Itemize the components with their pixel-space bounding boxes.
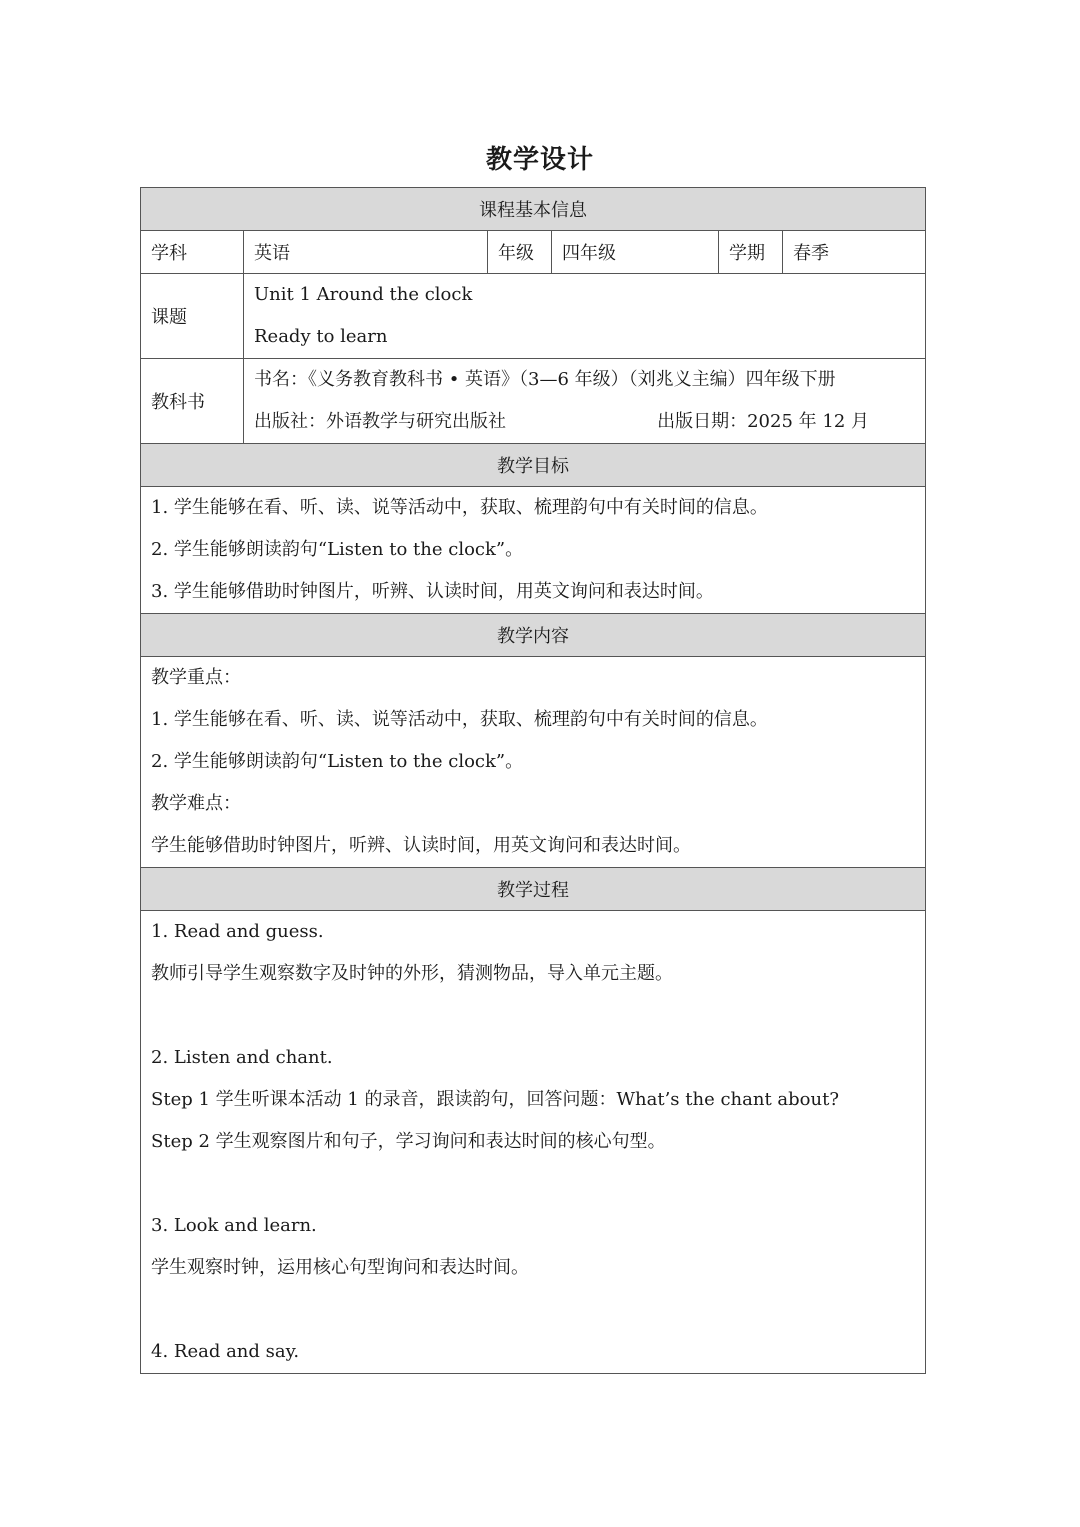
term-value: 春季 xyxy=(783,231,926,274)
textbook-row xyxy=(141,359,926,444)
topic-line: Ready to learn xyxy=(254,326,388,347)
grade-label: 年级 xyxy=(488,231,552,274)
textbook-value xyxy=(244,359,926,444)
topic-label: 课题 xyxy=(141,274,244,359)
objectives-header-row xyxy=(141,444,926,487)
basic-info-header: 课程基本信息 xyxy=(141,188,926,231)
subject-label: 学科 xyxy=(141,231,244,274)
objective-item: 2. 学生能够朗读韵句“Listen to the clock”。 xyxy=(151,539,524,560)
difficulty-item: 学生能够借助时钟图片，听辨、认读时间，用英文询问和表达时间。 xyxy=(151,835,691,856)
content-header-row xyxy=(141,614,926,657)
process-header-row xyxy=(141,868,926,911)
objectives-header: 教学目标 xyxy=(141,444,926,487)
step-description: Step 1 学生听课本活动 1 的录音，跟读韵句，回答问题：What’s the chant about? xyxy=(151,1089,839,1110)
process-row xyxy=(141,911,926,1374)
book-name: 书名：《义务教育教科书 • 英语》（3—6 年级）（刘兆义主编）四年级下册 xyxy=(254,369,836,390)
topic-value xyxy=(244,274,926,359)
objectives-body xyxy=(141,487,926,614)
subject-row xyxy=(141,231,926,274)
term-label: 学期 xyxy=(719,231,783,274)
topic-row xyxy=(141,274,926,359)
step-title: 1. Read and guess. xyxy=(151,921,324,942)
process-body xyxy=(141,911,926,1374)
document-title: 教学设计 xyxy=(485,145,594,175)
spacer xyxy=(151,1289,915,1331)
grade-value: 四年级 xyxy=(552,231,719,274)
step-title: 4. Read and say. xyxy=(151,1341,300,1362)
process-header: 教学过程 xyxy=(141,868,926,911)
key-point-item: 2. 学生能够朗读韵句“Listen to the clock”。 xyxy=(151,751,524,772)
step-description: 学生观察时钟，运用核心句型询问和表达时间。 xyxy=(151,1257,529,1278)
topic-line: Unit 1 Around the clock xyxy=(254,284,473,305)
step-title: 2. Listen and chant. xyxy=(151,1047,333,1068)
objective-item: 1. 学生能够在看、听、读、说等活动中，获取、梳理韵句中有关时间的信息。 xyxy=(151,497,768,518)
content-row xyxy=(141,657,926,868)
objective-item: 3. 学生能够借助时钟图片，听辨、认读时间，用英文询问和表达时间。 xyxy=(151,581,714,602)
difficulty-label: 教学难点： xyxy=(151,793,241,814)
key-point-item: 1. 学生能够在看、听、读、说等活动中，获取、梳理韵句中有关时间的信息。 xyxy=(151,709,768,730)
spacer xyxy=(151,995,915,1037)
publish-date: 出版日期：2025 年 12 月 xyxy=(657,411,869,432)
spacer xyxy=(151,1163,915,1205)
publisher-line xyxy=(254,401,915,443)
basic-info-header-row xyxy=(141,188,926,231)
textbook-label: 教科书 xyxy=(141,359,244,444)
content-body xyxy=(141,657,926,868)
key-points-label: 教学重点： xyxy=(151,667,241,688)
step-title: 3. Look and learn. xyxy=(151,1215,317,1236)
step-description: 教师引导学生观察数字及时钟的外形，猜测物品，导入单元主题。 xyxy=(151,963,673,984)
subject-value: 英语 xyxy=(244,231,488,274)
objectives-row xyxy=(141,487,926,614)
content-header: 教学内容 xyxy=(141,614,926,657)
publisher: 出版社：外语教学与研究出版社 xyxy=(254,411,506,432)
step-description: Step 2 学生观察图片和句子，学习询问和表达时间的核心句型。 xyxy=(151,1131,666,1152)
lesson-plan-table xyxy=(140,187,926,1374)
